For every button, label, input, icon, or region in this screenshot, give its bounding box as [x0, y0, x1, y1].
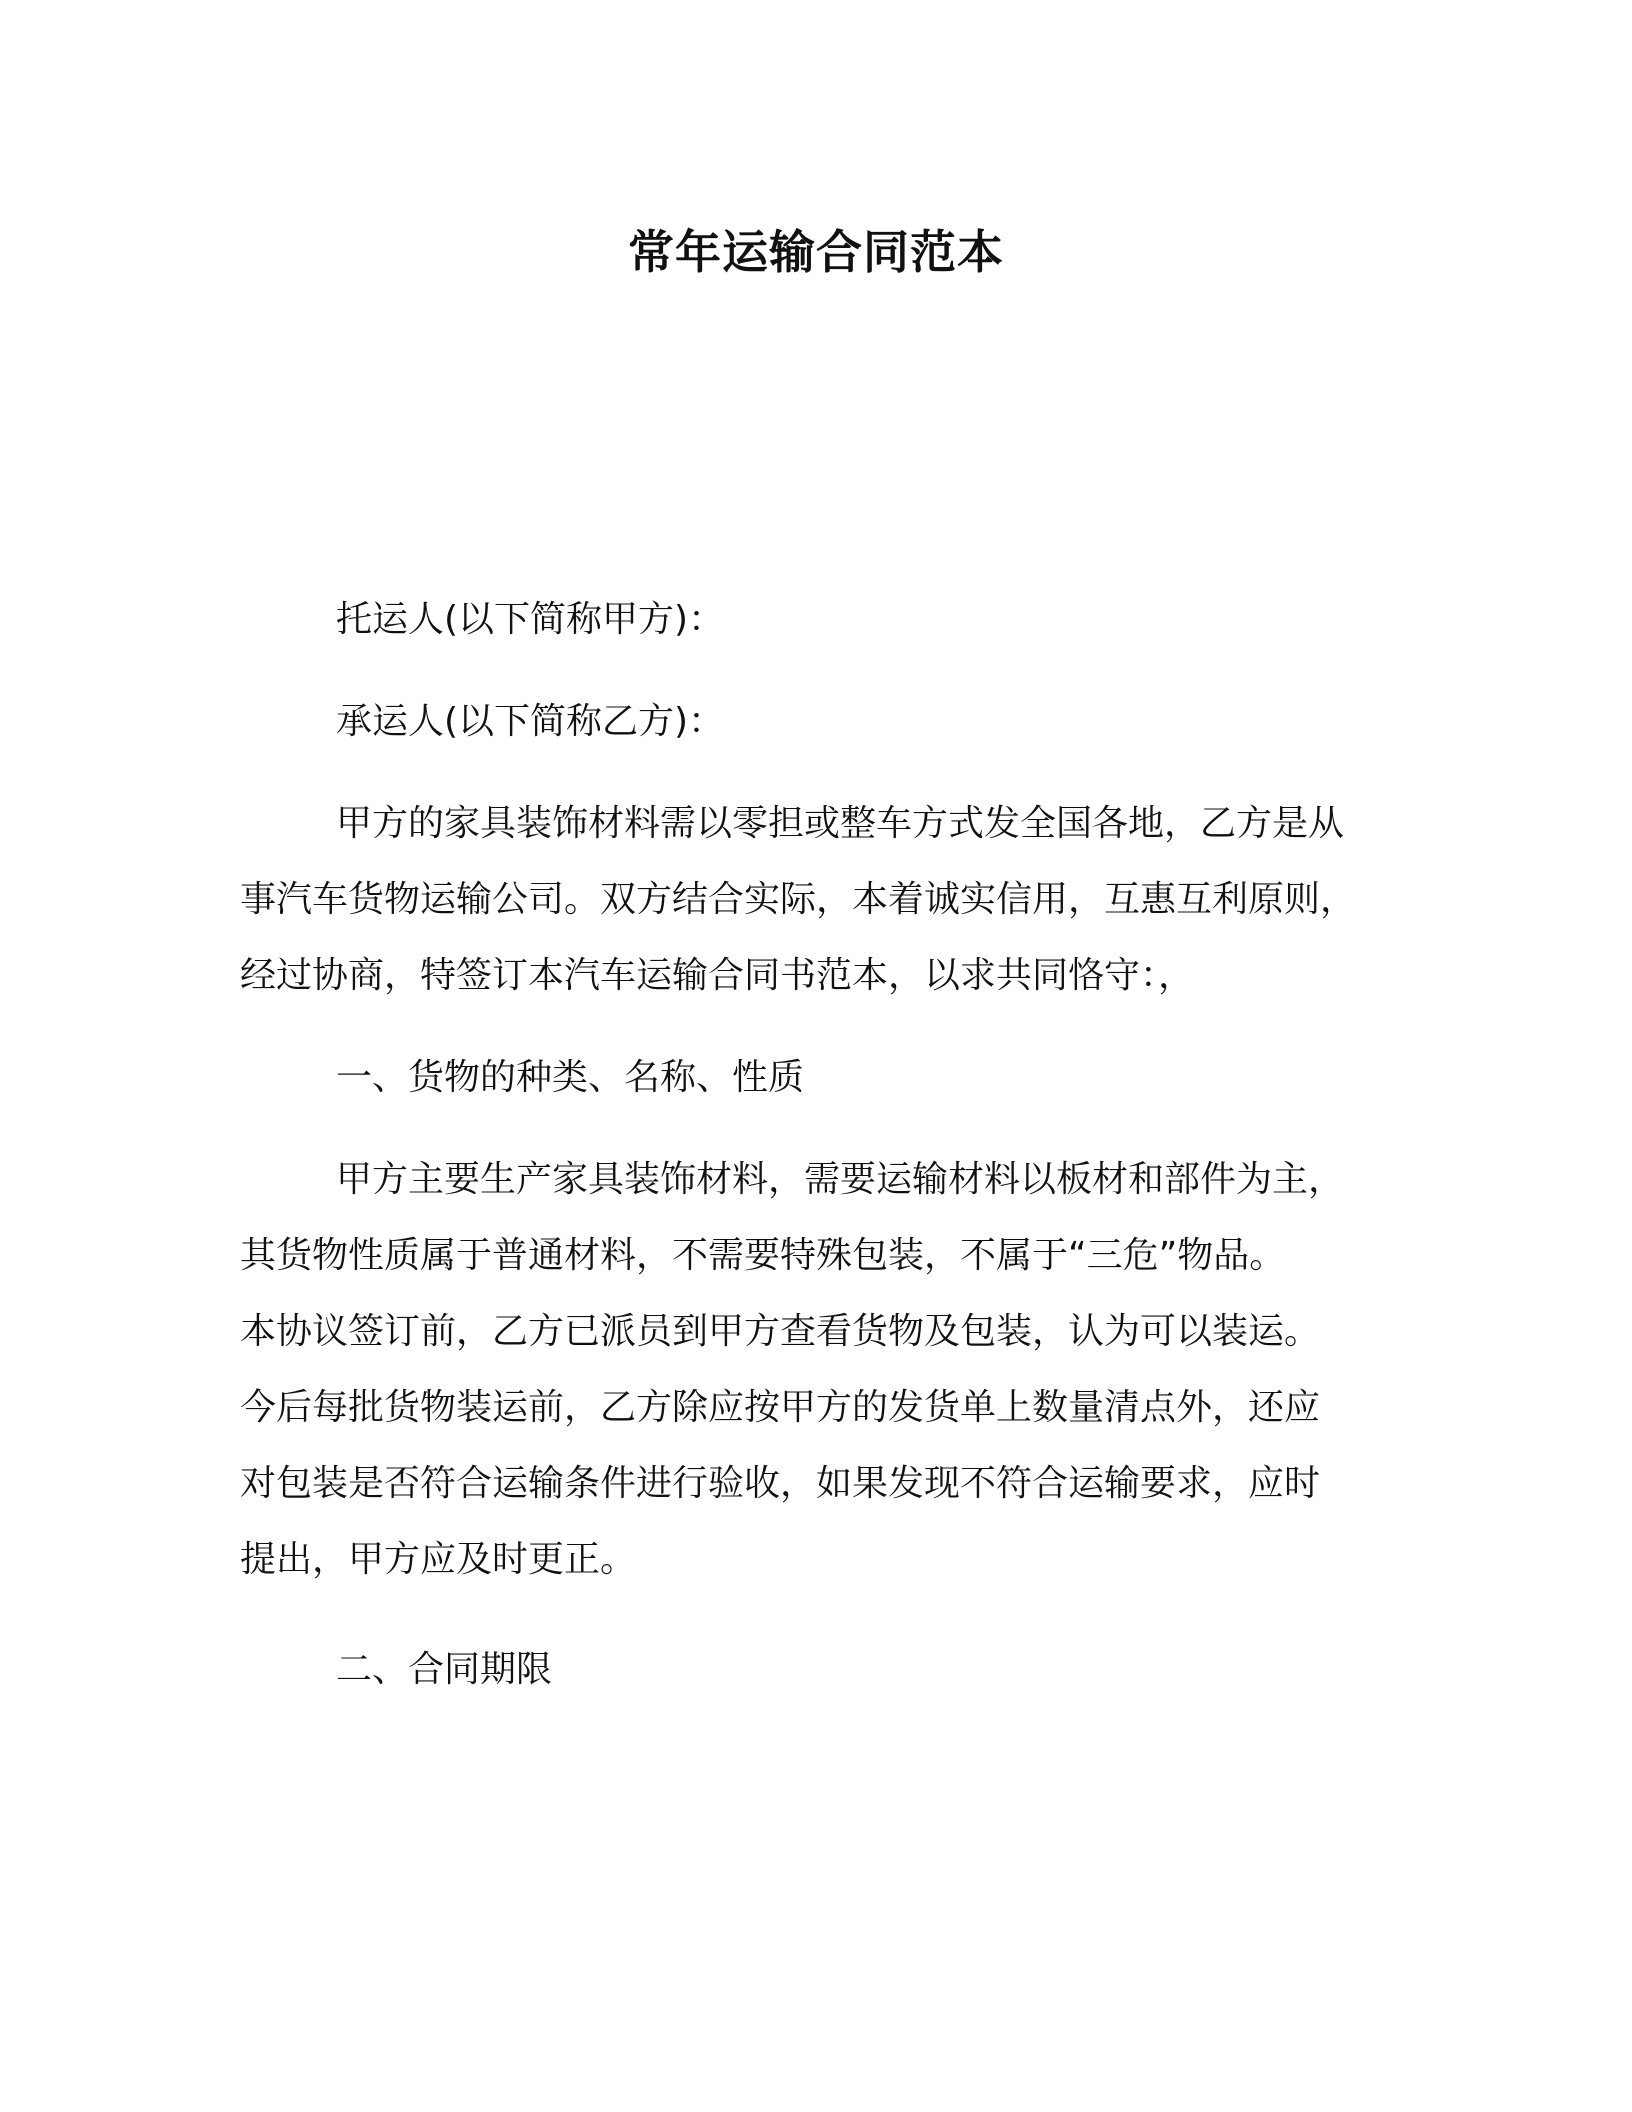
section-1-heading: 一、货物的种类、名称、性质 — [336, 1057, 805, 1098]
intro-line-3: 经过协商，特签订本汽车运输合同书范本，以求共同恪守：， — [240, 955, 1195, 996]
section-2-heading: 二、合同期限 — [336, 1649, 553, 1690]
document-title: 常年运输合同范本 — [628, 225, 1004, 279]
section-1-line-6: 提出，甲方应及时更正。 — [240, 1539, 637, 1580]
section-1-line-5: 对包装是否符合运输条件进行验收，如果发现不符合运输要求，应时 — [240, 1463, 1321, 1504]
section-1-line-3: 本协议签订前，乙方已派员到甲方查看货物及包装，认为可以装运。 — [240, 1311, 1321, 1352]
section-1-line-2: 其货物性质属于普通材料，不需要特殊包装，不属于“三危”物品。 — [240, 1235, 1286, 1276]
party-b-line: 承运人(以下简称乙方)： — [336, 701, 725, 742]
intro-line-2: 事汽车货物运输公司。双方结合实际，本着诚实信用，互惠互利原则， — [240, 879, 1357, 920]
section-1-line-1: 甲方主要生产家具装饰材料，需要运输材料以板材和部件为主， — [336, 1159, 1345, 1200]
section-1-line-4: 今后每批货物装运前，乙方除应按甲方的发货单上数量清点外，还应 — [240, 1387, 1321, 1428]
party-a-line: 托运人(以下简称甲方)： — [336, 599, 725, 640]
intro-line-1: 甲方的家具装饰材料需以零担或整车方式发全国各地，乙方是从 — [336, 803, 1345, 844]
